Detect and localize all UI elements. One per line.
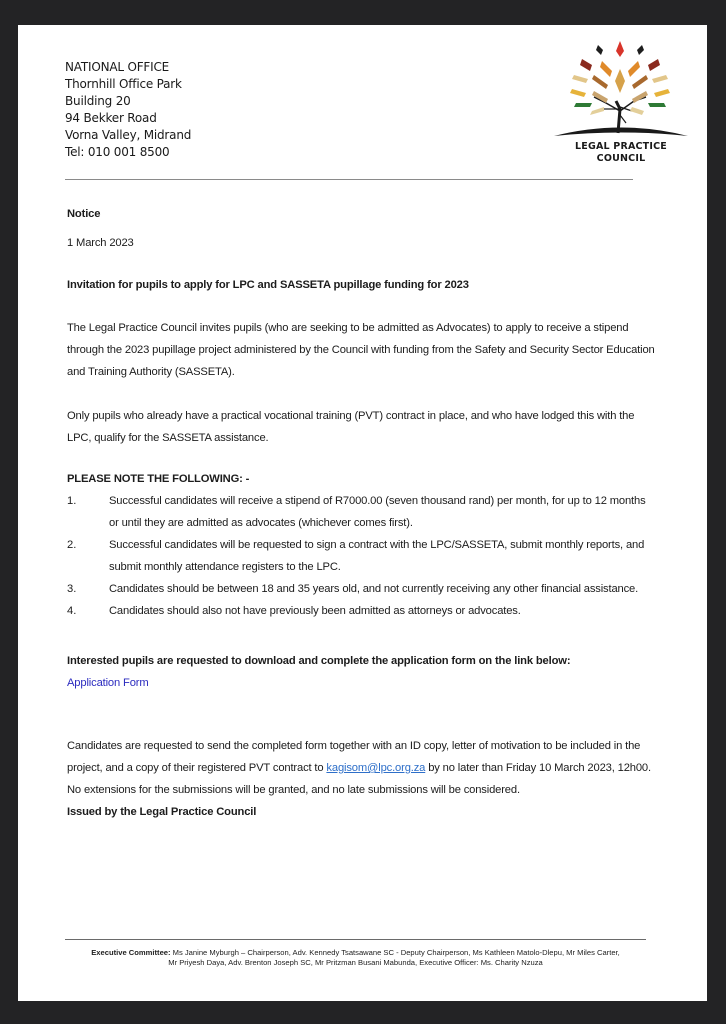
list-item xyxy=(67,600,657,622)
list-item-text: Successful candidates will be requested to sign a contract with the LPC/SASSETA, submit monthly reports, and submit monthly attendance registers to the LPC. xyxy=(109,539,645,573)
document-page xyxy=(18,25,707,1001)
logo-text-line1: LEGAL PRACTICE xyxy=(575,141,667,152)
address-line: Vorna Valley, Midrand xyxy=(65,128,192,142)
download-instruction: Interested pupils are requested to download and complete the application form on the link below: xyxy=(67,655,571,667)
address-line: NATIONAL OFFICE xyxy=(65,60,170,74)
address-line: Thornhill Office Park xyxy=(65,77,182,91)
submission-text-before: Candidates are requested to send the completed form together with an ID copy, letter of motivation to be included in the project, and a copy of their registered PVT contract to xyxy=(67,740,641,774)
executive-committee-footer xyxy=(65,948,646,968)
notice-title: Invitation for pupils to apply for LPC and SASSETA pupillage funding for 2023 xyxy=(67,279,469,291)
footer-line2: Mr Priyesh Daya, Adv. Brenton Joseph SC, Mr Pritzman Busani Mabunda, Executive Officer: Ms. Charity Nzuza xyxy=(168,958,543,967)
list-item-text: Candidates should also not have previously been admitted as attorneys or advocates. xyxy=(109,605,521,617)
footer-line1-text: Ms Janine Myburgh – Chairperson, Adv. Kennedy Tsatsawane SC - Deputy Chairperson, Ms Kathleen Matolo-Dlepu, Mr Miles Carter, xyxy=(170,948,620,957)
intro-paragraph: The Legal Practice Council invites pupils (who are seeking to be admitted as Advocates) to apply to receive a stipend through the 2023 pupillage project administered by the Council with funding from the Safety and Security Sector Education and Training Authority (SASSETA). xyxy=(67,322,655,378)
lpc-logo xyxy=(546,37,676,172)
list-item xyxy=(67,578,657,600)
list-item xyxy=(67,490,657,534)
list-item-number: 4. xyxy=(67,605,77,617)
address-line: 94 Bekker Road xyxy=(65,111,157,125)
address-line: Tel: 010 001 8500 xyxy=(65,145,170,159)
footer-line1 xyxy=(65,948,646,958)
list-item-text: Successful candidates will receive a stipend of R7000.00 (seven thousand rand) per month, for up to 12 months or until they are admitted as advocates (whichever comes first). xyxy=(109,495,646,529)
footer-label: Executive Committee: xyxy=(91,948,171,957)
office-address xyxy=(65,59,191,161)
list-item-number: 3. xyxy=(67,583,77,595)
footer-divider xyxy=(65,939,646,940)
issued-by: Issued by the Legal Practice Council xyxy=(67,806,257,818)
notice-label: Notice xyxy=(67,208,101,220)
list-item-text: Candidates should be between 18 and 35 years old, and not currently receiving any other financial assistance. xyxy=(109,583,639,595)
logo-text-line2: COUNCIL xyxy=(596,153,646,164)
notice-date: 1 March 2023 xyxy=(67,237,134,249)
eligibility-paragraph: Only pupils who already have a practical vocational training (PVT) contract in place, and who have lodged this with the LPC, qualify for the SASSETA assistance. xyxy=(67,410,635,444)
tree-logo-icon xyxy=(546,37,696,141)
list-item-number: 1. xyxy=(67,495,77,507)
address-line: Building 20 xyxy=(65,94,131,108)
submission-paragraph xyxy=(67,735,657,801)
logo-wordmark xyxy=(546,141,696,165)
header-divider xyxy=(65,179,633,180)
conditions-list xyxy=(67,490,657,622)
note-heading: PLEASE NOTE THE FOLLOWING: - xyxy=(67,473,250,485)
application-form-link[interactable]: Application Form xyxy=(67,677,149,689)
list-item xyxy=(67,534,657,578)
list-item-number: 2. xyxy=(67,539,77,551)
email-link[interactable]: kagisom@lpc.org.za xyxy=(326,762,426,774)
submission-text-after: by no later than Friday 10 March 2023, 12h00. No extensions for the submissions will be granted, and no late submissions will be considered. xyxy=(67,762,651,796)
